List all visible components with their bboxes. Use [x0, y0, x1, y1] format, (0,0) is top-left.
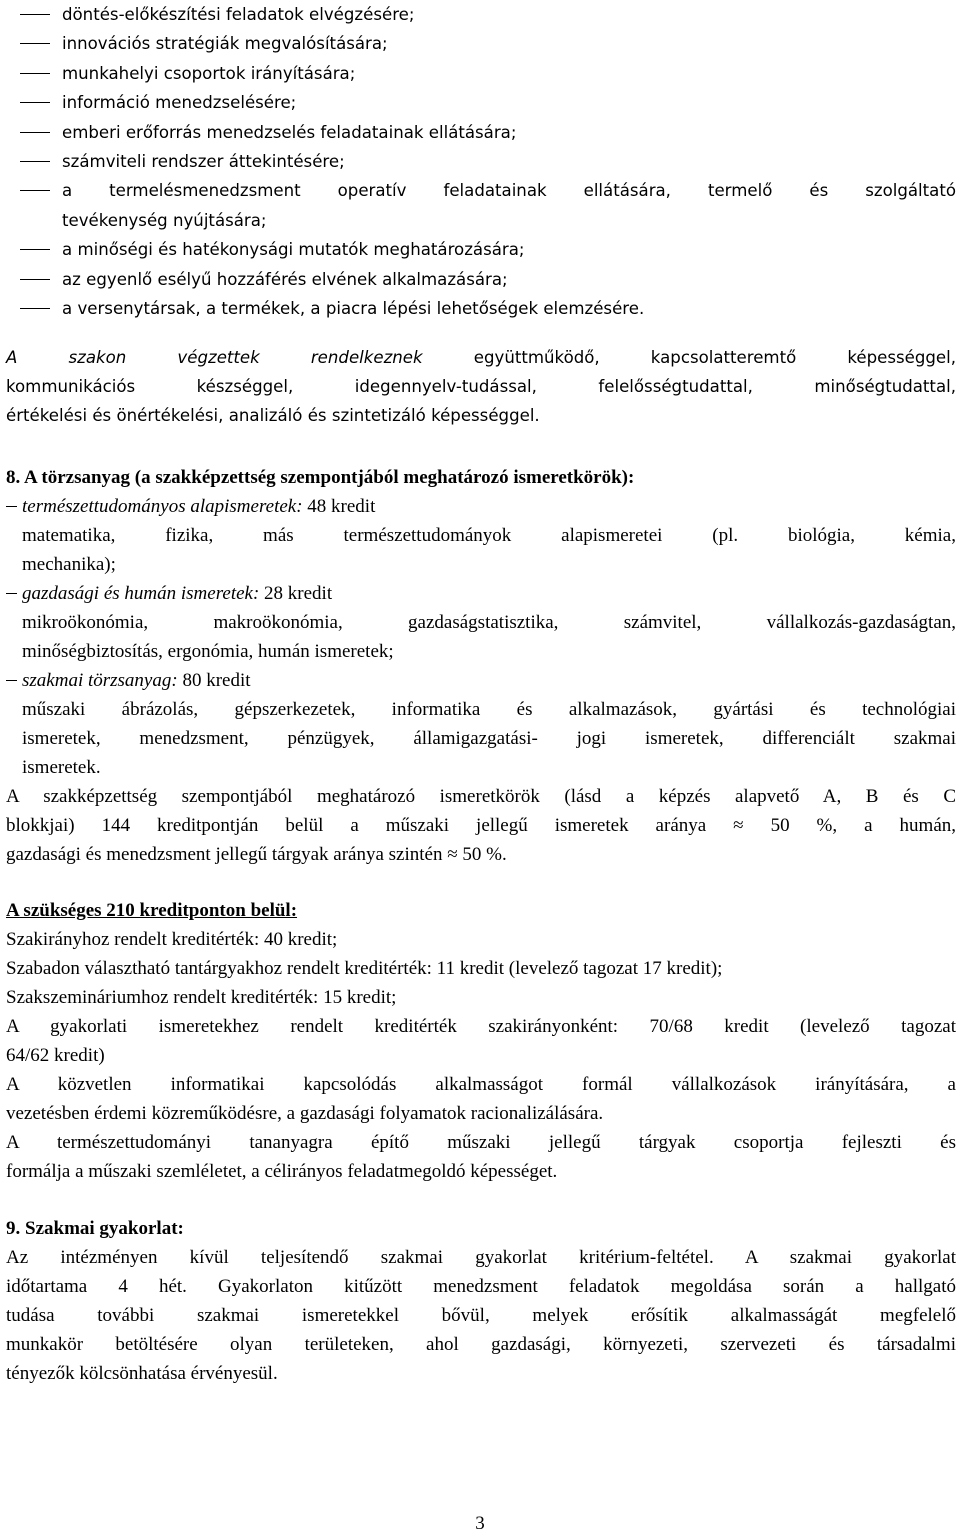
dash-bullet-icon [20, 190, 50, 191]
paragraph-line [6, 372, 956, 401]
dash-bullet-icon [20, 43, 50, 44]
list-item-text: innovációs stratégiák megvalósítására; [62, 34, 388, 54]
credits-line: Szakirányhoz rendelt kreditérték: 40 kredit; [6, 929, 338, 950]
item-credit: 48 kredit [302, 496, 376, 517]
list-item [6, 294, 956, 323]
dash-bullet-icon [20, 249, 50, 250]
italic-lead-text: A szakon végzettek rendelkeznek [6, 348, 423, 367]
item-description-line: ismeretek. [22, 757, 101, 778]
list-item-text: számviteli rendszer áttekintésére; [62, 152, 345, 172]
list-item-text: tevékenység nyújtására; [62, 210, 267, 230]
credits-line: 64/62 kredit) [6, 1045, 105, 1066]
summary-line: gazdasági és menedzsment jellegű tárgyak aránya szintén ≈ 50 %. [6, 844, 507, 865]
item-credit: 80 kredit [177, 670, 251, 691]
item-description-line: ismeretek, menedzsment, pénzügyek, államigazgatási- jogi ismeretek, differenciált szakmai [22, 728, 956, 749]
list-item [6, 265, 956, 294]
dash-bullet-icon [20, 279, 50, 280]
dash-bullet-icon [20, 308, 50, 309]
list-item [6, 118, 956, 147]
dash-bullet-icon [6, 506, 17, 507]
list-item [6, 492, 956, 521]
credits-line: vezetésben érdemi közreműködésre, a gazdasági folyamatok racionalizálására. [6, 1103, 604, 1124]
summary-line: A szakképzettség szempontjából meghatározó ismeretkörök (lásd a képzés alapvető A, B és C [6, 786, 956, 807]
credits-line: A közvetlen informatikai kapcsolódás alkalmasságot formál vállalkozások irányítására, a [6, 1074, 956, 1095]
list-item-text: emberi erőforrás menedzselés feladatainak ellátására; [62, 122, 517, 142]
credits-line: Szabadon választható tantárgyakhoz rendelt kreditérték: 11 kredit (levelező tagozat 17 kredit); [6, 958, 723, 979]
list-item [6, 0, 956, 29]
section-8 [6, 463, 956, 869]
list-item-text: munkahelyi csoportok irányítására; [62, 63, 356, 83]
list-item [6, 235, 956, 264]
item-title: gazdasági és humán ismeretek: [22, 583, 260, 604]
credits-heading: A szükséges 210 kreditponton belül: [6, 900, 298, 921]
paragraph-line: tényezők kölcsönhatása érvényesül. [6, 1363, 278, 1384]
list-item-text: a versenytársak, a termékek, a piacra lépési lehetőségek elemzésére. [62, 299, 645, 319]
item-description-line: minőségbiztosítás, ergonómia, humán ismeretek; [22, 641, 394, 662]
dash-bullet-icon [20, 73, 50, 74]
paragraph-line: tudása további szakmai ismeretekkel bővül, melyek erősítik alkalmasságát megfelelő [6, 1305, 956, 1326]
credits-line: A gyakorlati ismeretekhez rendelt kreditérték szakirányonként: 70/68 kredit (levelező tagozat [6, 1016, 956, 1037]
item-description-line: műszaki ábrázolás, gépszerkezetek, informatika és alkalmazások, gyártási és technológiai [22, 699, 956, 720]
list-item-text: döntés-előkészítési feladatok elvégzésére; [62, 5, 415, 24]
credits-section [6, 896, 956, 1186]
summary-line: blokkjai) 144 kreditpontján belül a műszaki jellegű ismeretek aránya ≈ 50 %, a humán, [6, 815, 956, 836]
paragraph-line: Az intézményen kívül teljesítendő szakmai gyakorlat kritérium-feltétel. A szakmai gyakorlat [6, 1247, 956, 1268]
item-title: szakmai törzsanyag: [22, 670, 178, 691]
item-title: természettudományos alapismeretek: [22, 496, 303, 517]
credits-line: Szakszemináriumhoz rendelt kreditérték: 15 kredit; [6, 987, 397, 1008]
list-item-continuation [6, 206, 956, 235]
dash-bullet-icon [6, 593, 17, 594]
item-credit: 28 kredit [259, 583, 333, 604]
paragraph-text: kommunikációs készséggel, idegennyelv-tudással, felelősségtudattal, minőségtudattal, [6, 377, 956, 396]
list-item [6, 59, 956, 88]
paragraph-line [6, 401, 956, 430]
list-item [6, 147, 956, 176]
list-item [6, 579, 956, 608]
item-description-line: mechanika); [22, 554, 116, 575]
list-item [6, 29, 956, 58]
credits-line: formálja a műszaki szemléletet, a célirányos feladatmegoldó képességet. [6, 1161, 558, 1182]
dash-bullet-icon [6, 680, 17, 681]
section-heading: 9. Szakmai gyakorlat: [6, 1218, 184, 1239]
paragraph-line [6, 343, 956, 372]
list-item [6, 176, 956, 205]
section-9 [6, 1214, 956, 1388]
list-item [6, 666, 956, 695]
list-item [6, 88, 956, 117]
paragraph-text: értékelési és önértékelési, analizáló és szintetizáló képességgel. [6, 406, 540, 425]
dash-bullet-icon [20, 161, 50, 162]
page-number: 3 [475, 1513, 485, 1534]
bullet-list-competences [6, 0, 956, 323]
section-heading: 8. A törzsanyag (a szakképzettség szempontjából meghatározó ismeretkörök): [6, 467, 635, 488]
list-item-text: a termelésmenedzsment operatív feladatainak ellátására, termelő és szolgáltató [62, 181, 956, 201]
skills-paragraph [6, 343, 956, 430]
list-item-text: a minőségi és hatékonysági mutatók meghatározására; [62, 240, 525, 260]
list-item-text: az egyenlő esélyű hozzáférés elvének alkalmazására; [62, 269, 508, 289]
paragraph-text: együttműködő, kapcsolatteremtő képességgel, [422, 348, 956, 367]
dash-bullet-icon [20, 132, 50, 133]
paragraph-line: munkakör betöltésére olyan területeken, ahol gazdasági, környezeti, szervezeti és társadalmi [6, 1334, 956, 1355]
dash-bullet-icon [20, 14, 50, 15]
list-item-text: információ menedzselésére; [62, 93, 297, 113]
paragraph-line: időtartama 4 hét. Gyakorlaton kitűzött menedzsment feladatok megoldása során a hallgató [6, 1276, 956, 1297]
credits-line: A természettudományi tananyagra építő műszaki jellegű tárgyak csoportja fejleszti és [6, 1132, 956, 1153]
item-description-line: matematika, fizika, más természettudományok alapismeretei (pl. biológia, kémia, [22, 525, 956, 546]
dash-bullet-icon [20, 102, 50, 103]
item-description-line: mikroökonómia, makroökonómia, gazdaságstatisztika, számvitel, vállalkozás-gazdaságtan, [22, 612, 956, 633]
